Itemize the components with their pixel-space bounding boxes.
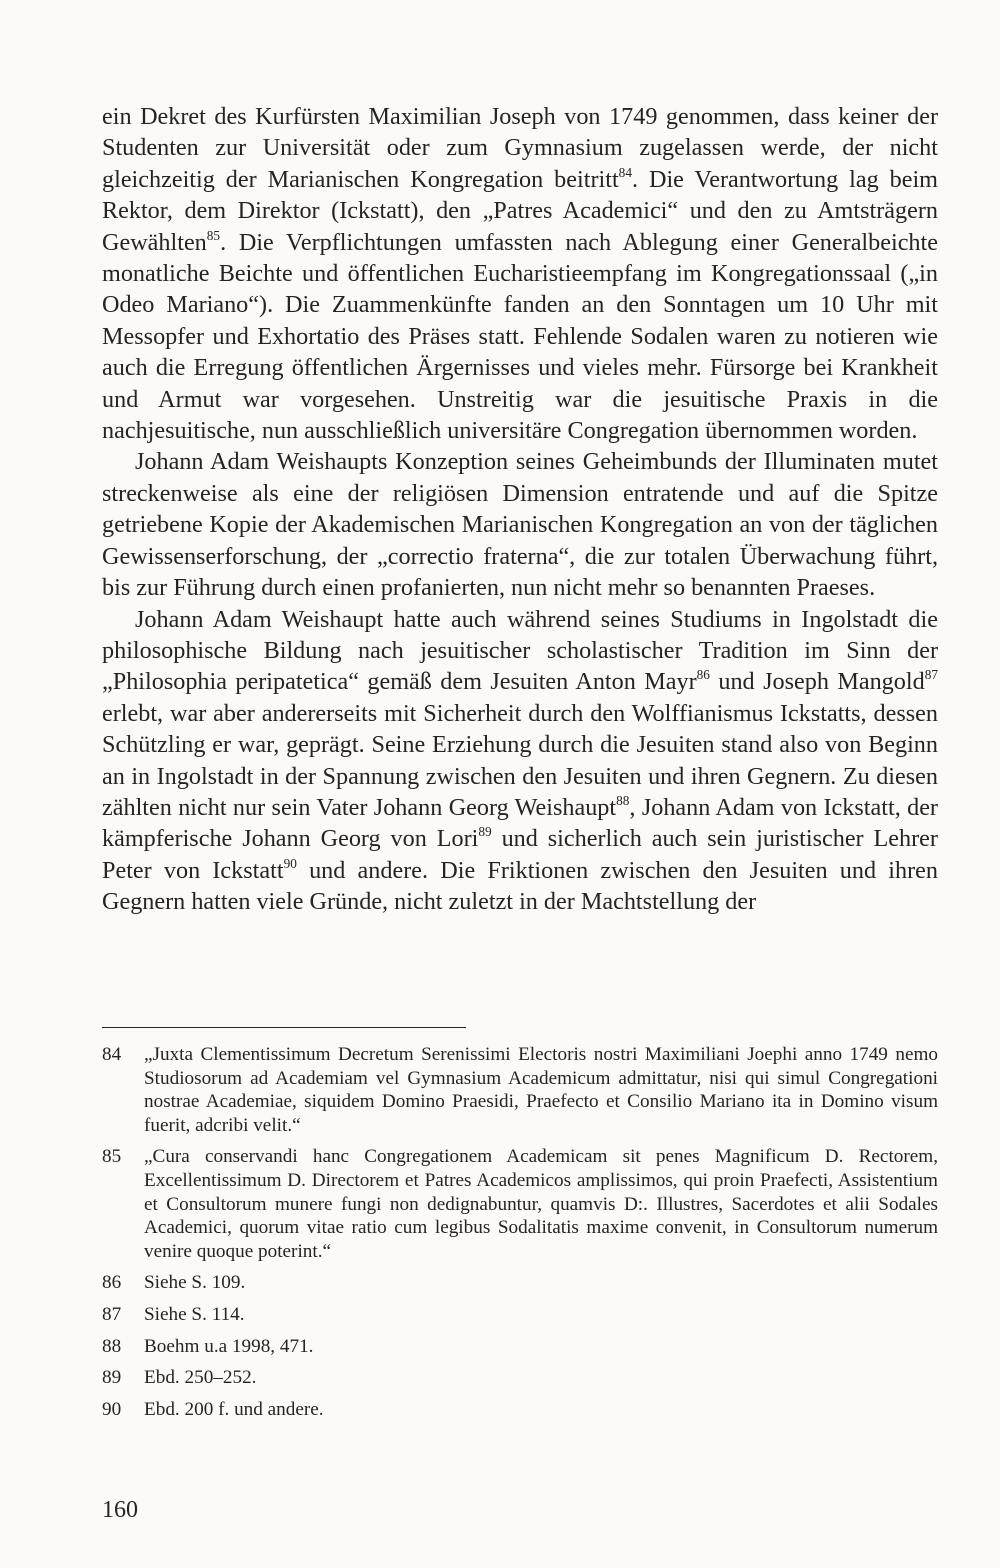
footnote-text: Boehm u.a 1998, 471. — [144, 1335, 314, 1357]
paragraph-3-text-b: und Joseph Mangold — [709, 668, 925, 696]
footnote-number: 88 — [102, 1335, 122, 1357]
footnote-number: 86 — [102, 1272, 122, 1294]
footnote-ref-89[interactable]: 89 — [478, 824, 492, 840]
footnote-number: 87 — [102, 1303, 122, 1325]
footnote-text: Siehe S. 114. — [144, 1303, 245, 1325]
footnote-ref-85[interactable]: 85 — [206, 227, 221, 243]
footnote-ref-87[interactable]: 87 — [924, 667, 938, 683]
paragraph-3 — [102, 604, 938, 918]
footnote-separator — [102, 1027, 466, 1028]
main-text — [102, 101, 938, 918]
footnote-number: 84 — [102, 1044, 122, 1065]
footnote-number: 85 — [102, 1146, 122, 1168]
footnote-89 — [102, 1366, 938, 1390]
footnote-90 — [102, 1398, 938, 1422]
footnote-ref-84[interactable]: 84 — [618, 164, 632, 180]
footnote-85 — [102, 1145, 938, 1263]
paragraph-1-text-a: ein Dekret des Kurfürsten Maximilian Joseph von 1749 genommen, dass keiner der Studenten zur Universität oder zum Gymnasium zugelassen werde, der nicht gleichzeitig der Marianischen Kongregation beitritt — [102, 103, 938, 193]
footnote-ref-86[interactable]: 86 — [696, 667, 710, 683]
paragraph-1-text-c: . Die Verpflichtungen umfassten nach Ablegung einer Generalbeichte monatliche Beichte und öffentlichen Eucharistieempfang im Kongregationssaal („in Odeo Mariano“). Die Zuammenkünfte fanden an den Sonntagen um 10 Uhr mit Messopfer und Exhortatio des Präses statt. Fehlende Sodalen waren zu notieren wie auch die Erregung öffentlichen Ärgernisses und vieles mehr. Fürsorge bei Krankheit und Armut war vorgesehen. Unstreitig war die jesuitische Praxis in die nachjesuitische, nun ausschließlich universitäre Congregation übernommen worden. — [102, 228, 938, 445]
paragraph-3-text-f: und andere. Die Friktionen zwischen den Jesuiten und ihren Gegnern hatten viele Gründe, nicht zuletzt in der Machtstellung der — [102, 856, 938, 916]
paragraph-1 — [102, 101, 938, 446]
paragraph-3-text-c: erlebt, war aber andererseits mit Sicherheit durch den Wolffianismus Ickstatts, dessen Schützling er war, geprägt. Seine Erziehung durch die Jesuiten stand also von Beginn an in Ingolstadt in der Spannung zwischen den Jesuiten und ihren Gegnern. Zu diesen zählten nicht nur sein Vater Johann Georg Weishaupt — [102, 699, 938, 821]
footnote-ref-90[interactable]: 90 — [283, 855, 297, 871]
footnote-87 — [102, 1303, 938, 1327]
footnote-text: „Juxta Clementissimum Decretum Serenissimi Electoris nostri Maximiliani Joephi anno 1749 nemo Studiosorum ad Academiam vel Gymnasium Academicum admittatur, nisi qui simul Congregationi nostrae Academiae, siquidem Domino Praesidi, Praefecto et Consilio Mariano ita in Domino visum fuerit, adcribi velit.“ — [144, 1044, 938, 1136]
paragraph-1-text-b: . Die Verantwortung lag beim Rektor, dem Direktor (Ickstatt), den „Patres Academici“ und den zu Amtsträgern Gewählten — [102, 165, 938, 256]
paragraph-3-text-d: , Johann Adam von Ickstatt, der kämpferische Johann Georg von Lori — [102, 793, 938, 853]
footnote-86 — [102, 1271, 938, 1295]
footnote-text: Siehe S. 109. — [144, 1272, 246, 1294]
footnote-number: 89 — [102, 1367, 122, 1389]
footnote-text: Ebd. 200 f. und andere. — [144, 1398, 324, 1420]
footnote-88 — [102, 1335, 938, 1359]
paragraph-3-text-e: und sicherlich auch sein juristischer Lehrer Peter von Ickstatt — [102, 825, 938, 884]
footnote-84 — [102, 1043, 938, 1137]
footnotes — [102, 1043, 938, 1429]
paragraph-3-text-a: Johann Adam Weishaupt hatte auch während seines Studiums in Ingolstadt die philosophische Bildung nach jesuitischer scholastischer Tradition im Sinn der „Philosophia peripatetica“ gemäß dem Jesuiten Anton Mayr — [102, 605, 938, 696]
page-number: 160 — [102, 1497, 138, 1523]
footnote-text: Ebd. 250–252. — [144, 1367, 257, 1389]
footnote-text: „Cura conservandi hanc Congregationem Academicam sit penes Magnificum D. Rectorem, Excellentissimum D. Directorem et Patres Academicos amplissimos, qui proin Praefecti, Assistentium et Consultorum munere fungi non dedignabuntur, quamvis D:. Illustres, Sacerdotes et alii Sodales Academici, quorum vitae ratio cum legibus Sodalitatis maxime convenit, in Consultorum numerum venire quoque poterint.“ — [144, 1146, 938, 1262]
footnote-ref-88[interactable]: 88 — [616, 792, 630, 808]
paragraph-2: Johann Adam Weishaupts Konzeption seines Geheimbunds der Illuminaten mutet streckenweise als eine der religiösen Dimension entratende und auf die Spitze getriebene Kopie der Akademischen Marianischen Kongregation an von der täglichen Gewissenserforschung, der „correctio fraterna“, die zur totalen Überwachung führt, bis zur Führung durch einen profanierten, nun nicht mehr so benannten Praeses. — [102, 448, 938, 602]
footnote-number: 90 — [102, 1398, 122, 1420]
